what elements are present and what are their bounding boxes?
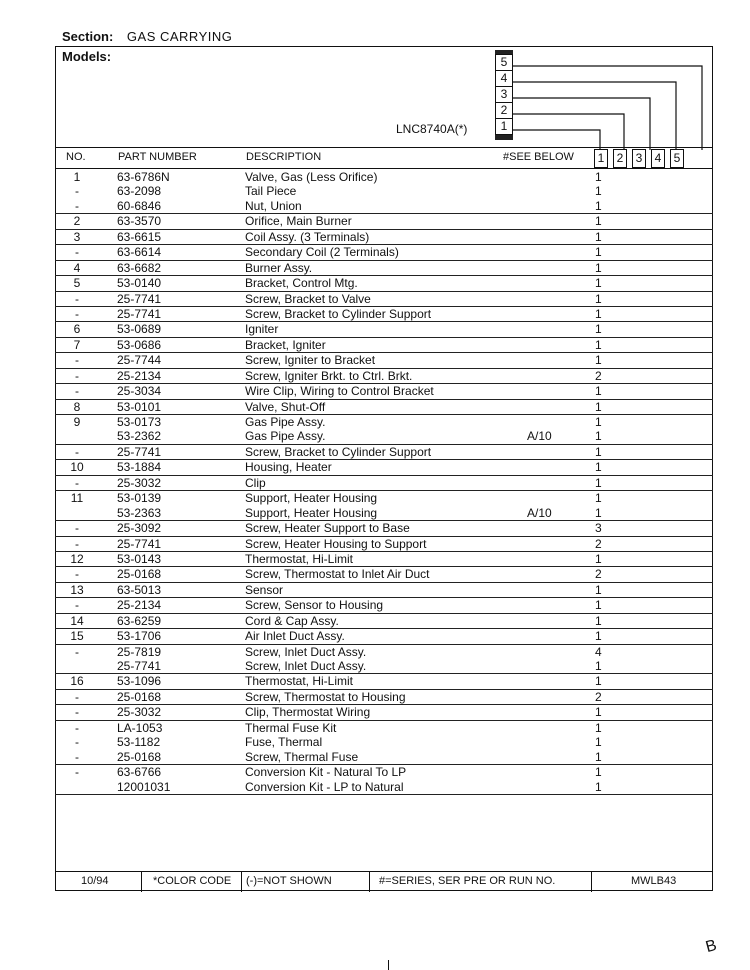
row-part-number: 25-0168 bbox=[117, 567, 162, 582]
row-description: Screw, Inlet Duct Assy. bbox=[245, 659, 367, 673]
models-label: Models: bbox=[62, 49, 112, 64]
row-qty: 1 bbox=[595, 551, 602, 566]
row-qty: 1 bbox=[595, 170, 602, 184]
row-no: 4 bbox=[73, 260, 81, 275]
leader-line-2 bbox=[513, 114, 624, 150]
table-row bbox=[55, 614, 713, 629]
footer-divider bbox=[591, 872, 592, 892]
table-row bbox=[55, 476, 713, 491]
table-row bbox=[55, 170, 713, 184]
row-qty: 2 bbox=[595, 536, 602, 551]
row-no: - bbox=[75, 644, 79, 659]
row-no: - bbox=[75, 245, 79, 260]
row-description: Thermal Fuse Kit bbox=[245, 720, 337, 735]
row-qty: 1 bbox=[595, 720, 602, 735]
row-no: - bbox=[75, 689, 79, 704]
row-part-number: 25-3032 bbox=[117, 705, 162, 720]
section-label: Section: bbox=[62, 29, 114, 44]
row-qty: 1 bbox=[595, 198, 602, 213]
table-row bbox=[55, 245, 713, 260]
header-part-number: PART NUMBER bbox=[118, 151, 197, 163]
bottom-tick bbox=[388, 960, 389, 970]
row-qty: 1 bbox=[595, 384, 602, 399]
row-no: - bbox=[75, 598, 79, 613]
series-box: 1 bbox=[495, 118, 513, 135]
row-description: Burner Assy. bbox=[245, 260, 313, 275]
table-row bbox=[55, 735, 713, 749]
table-row bbox=[55, 338, 713, 353]
table-row bbox=[55, 353, 713, 368]
table-row bbox=[55, 429, 713, 444]
row-qty: 1 bbox=[595, 598, 602, 613]
row-qty: 1 bbox=[595, 749, 602, 764]
row-part-number: 63-6259 bbox=[117, 613, 162, 628]
row-no: - bbox=[75, 475, 79, 490]
table-row bbox=[55, 674, 713, 689]
header-bottom-rule bbox=[55, 168, 713, 169]
row-qty: 1 bbox=[595, 735, 602, 750]
series-col-header: 3 bbox=[632, 149, 646, 168]
row-part-number: 53-2362 bbox=[117, 429, 162, 444]
header-description: DESCRIPTION bbox=[246, 151, 322, 163]
table-row bbox=[55, 307, 713, 322]
row-qty: 1 bbox=[595, 629, 602, 644]
table-row bbox=[55, 583, 713, 598]
series-col-header: 4 bbox=[651, 149, 665, 168]
parts-table bbox=[55, 170, 713, 795]
row-no: - bbox=[75, 749, 79, 764]
row-description: Screw, Thermal Fuse bbox=[245, 749, 359, 764]
row-no: 13 bbox=[70, 582, 84, 597]
row-description: Cord & Cap Assy. bbox=[245, 613, 339, 628]
row-description: Clip, Thermostat Wiring bbox=[245, 705, 371, 720]
row-qty: 1 bbox=[595, 460, 602, 475]
table-row bbox=[55, 491, 713, 505]
row-series: A/10 bbox=[527, 505, 552, 520]
row-qty: 3 bbox=[595, 521, 602, 536]
row-description: Screw, Heater Support to Base bbox=[245, 521, 410, 536]
row-part-number: 63-6682 bbox=[117, 260, 162, 275]
row-description: Screw, Bracket to Cylinder Support bbox=[245, 306, 432, 321]
row-part-number: 25-3034 bbox=[117, 384, 162, 399]
row-no: 2 bbox=[73, 214, 81, 229]
row-part-number: 63-6786N bbox=[117, 170, 170, 184]
row-no: 12 bbox=[70, 551, 84, 566]
row-no: - bbox=[75, 353, 79, 368]
row-no: - bbox=[75, 536, 79, 551]
table-row bbox=[55, 721, 713, 735]
footer-doc-code: MWLB43 bbox=[631, 875, 677, 887]
leader-line-5 bbox=[513, 66, 702, 150]
row-part-number: 53-0101 bbox=[117, 399, 162, 414]
row-no: 11 bbox=[70, 491, 84, 506]
row-description: Thermostat, Hi-Limit bbox=[245, 551, 354, 566]
series-col-header: 1 bbox=[594, 149, 608, 168]
row-part-number: 25-0168 bbox=[117, 689, 162, 704]
row-no: 16 bbox=[70, 674, 84, 689]
row-description: Screw, Inlet Duct Assy. bbox=[245, 644, 367, 659]
row-part-number: 53-0686 bbox=[117, 337, 162, 352]
table-row bbox=[55, 415, 713, 429]
row-no: - bbox=[75, 184, 79, 199]
series-box: 5 bbox=[495, 54, 513, 71]
row-qty: 1 bbox=[595, 399, 602, 414]
table-row bbox=[55, 552, 713, 567]
table-row bbox=[55, 690, 713, 705]
row-no: - bbox=[75, 384, 79, 399]
row-qty: 1 bbox=[595, 705, 602, 720]
row-qty: 1 bbox=[595, 245, 602, 260]
row-description: Support, Heater Housing bbox=[245, 491, 378, 506]
row-description: Screw, Thermostat to Housing bbox=[245, 689, 406, 704]
row-part-number: 12001031 bbox=[117, 779, 171, 794]
row-qty: 1 bbox=[595, 613, 602, 628]
series-box: 4 bbox=[495, 70, 513, 87]
row-description: Coil Assy. (3 Terminals) bbox=[245, 229, 370, 244]
table-row bbox=[55, 322, 713, 337]
table-row bbox=[55, 629, 713, 644]
row-qty: 1 bbox=[595, 260, 602, 275]
row-description: Nut, Union bbox=[245, 198, 302, 213]
row-no: - bbox=[75, 291, 79, 306]
table-row bbox=[55, 400, 713, 415]
row-description: Support, Heater Housing bbox=[245, 505, 378, 520]
row-description: Bracket, Igniter bbox=[245, 337, 326, 352]
row-no: 8 bbox=[73, 399, 81, 414]
row-description: Valve, Shut-Off bbox=[245, 399, 326, 414]
row-description: Secondary Coil (2 Terminals) bbox=[245, 245, 399, 260]
table-row bbox=[55, 659, 713, 674]
table-row bbox=[55, 261, 713, 276]
row-qty: 1 bbox=[595, 353, 602, 368]
row-qty: 1 bbox=[595, 475, 602, 490]
footer-divider bbox=[369, 872, 370, 892]
row-no: 9 bbox=[73, 415, 81, 429]
row-part-number: 53-2363 bbox=[117, 505, 162, 520]
row-description: Fuse, Thermal bbox=[245, 735, 323, 750]
row-qty: 1 bbox=[595, 415, 602, 429]
row-qty: 1 bbox=[595, 674, 602, 689]
table-row bbox=[55, 567, 713, 582]
footer-color-code: *COLOR CODE bbox=[153, 875, 232, 887]
row-no: - bbox=[75, 444, 79, 459]
table-row bbox=[55, 445, 713, 460]
row-part-number: 53-1096 bbox=[117, 674, 162, 689]
row-no: 6 bbox=[73, 322, 81, 337]
table-row bbox=[55, 537, 713, 552]
row-description: Gas Pipe Assy. bbox=[245, 429, 326, 444]
row-qty: 2 bbox=[595, 689, 602, 704]
row-part-number: 63-5013 bbox=[117, 582, 162, 597]
row-part-number: 53-0139 bbox=[117, 491, 162, 506]
row-no: 15 bbox=[70, 629, 84, 644]
row-qty: 1 bbox=[595, 337, 602, 352]
row-qty: 1 bbox=[595, 582, 602, 597]
table-row bbox=[55, 598, 713, 613]
footer-divider bbox=[241, 872, 242, 892]
series-column-headers bbox=[594, 149, 689, 168]
row-part-number: 25-7741 bbox=[117, 306, 162, 321]
row-description: Screw, Sensor to Housing bbox=[245, 598, 384, 613]
row-description: Wire Clip, Wiring to Control Bracket bbox=[245, 384, 434, 399]
row-no: 5 bbox=[73, 276, 81, 291]
row-description: Tail Piece bbox=[245, 184, 297, 199]
table-row bbox=[55, 506, 713, 521]
row-no: - bbox=[75, 521, 79, 536]
series-col-header: 2 bbox=[613, 149, 627, 168]
row-part-number: 63-2098 bbox=[117, 184, 162, 199]
table-row bbox=[55, 780, 713, 795]
row-no: 3 bbox=[73, 229, 81, 244]
row-part-number: LA-1053 bbox=[117, 720, 163, 735]
row-part-number: 25-7741 bbox=[117, 659, 162, 673]
row-description: Housing, Heater bbox=[245, 460, 332, 475]
table-row bbox=[55, 460, 713, 475]
row-description: Screw, Heater Housing to Support bbox=[245, 536, 427, 551]
row-part-number: 53-1706 bbox=[117, 629, 162, 644]
series-box: 2 bbox=[495, 102, 513, 119]
row-qty: 2 bbox=[595, 567, 602, 582]
leader-line-4 bbox=[513, 82, 676, 150]
row-qty: 1 bbox=[595, 291, 602, 306]
row-no: 7 bbox=[73, 337, 81, 352]
row-qty: 1 bbox=[595, 765, 602, 780]
row-description: Screw, Bracket to Cylinder Support bbox=[245, 444, 432, 459]
row-qty: 4 bbox=[595, 644, 602, 659]
header-top-rule bbox=[55, 147, 713, 148]
row-qty: 1 bbox=[595, 429, 602, 444]
row-part-number: 25-3092 bbox=[117, 521, 162, 536]
footer-divider bbox=[141, 872, 142, 892]
row-part-number: 25-2134 bbox=[117, 368, 162, 383]
row-description: Sensor bbox=[245, 582, 284, 597]
row-description: Air Inlet Duct Assy. bbox=[245, 629, 345, 644]
section-value: GAS CARRYING bbox=[126, 29, 233, 44]
row-part-number: 53-0143 bbox=[117, 551, 162, 566]
row-no: - bbox=[75, 735, 79, 750]
row-no: 1 bbox=[73, 170, 81, 184]
row-description: Conversion Kit - LP to Natural bbox=[245, 779, 404, 794]
series-box: 3 bbox=[495, 86, 513, 103]
table-row bbox=[55, 750, 713, 765]
table-row bbox=[55, 645, 713, 659]
table-row bbox=[55, 369, 713, 384]
row-description: Screw, Bracket to Valve bbox=[245, 291, 371, 306]
row-no: - bbox=[75, 368, 79, 383]
header-see-below: #SEE BELOW bbox=[503, 151, 574, 163]
row-description: Bracket, Control Mtg. bbox=[245, 276, 358, 291]
row-part-number: 63-3570 bbox=[117, 214, 162, 229]
table-row bbox=[55, 384, 713, 399]
row-no: - bbox=[75, 306, 79, 321]
row-part-number: 25-7819 bbox=[117, 644, 162, 659]
row-part-number: 53-1182 bbox=[117, 735, 161, 750]
row-qty: 1 bbox=[595, 779, 602, 794]
footer-date: 10/94 bbox=[81, 875, 109, 887]
row-description: Conversion Kit - Natural To LP bbox=[245, 765, 407, 780]
table-row bbox=[55, 521, 713, 536]
row-part-number: 25-7741 bbox=[117, 444, 162, 459]
row-part-number: 63-6766 bbox=[117, 765, 162, 780]
row-no: 14 bbox=[70, 613, 84, 628]
row-qty: 2 bbox=[595, 368, 602, 383]
row-no: - bbox=[75, 720, 79, 735]
footer-not-shown: (-)=NOT SHOWN bbox=[246, 875, 332, 887]
margin-mark: B bbox=[703, 936, 719, 957]
header-no: NO. bbox=[66, 151, 86, 163]
row-description: Igniter bbox=[245, 322, 279, 337]
row-part-number: 63-6615 bbox=[117, 229, 162, 244]
table-row bbox=[55, 276, 713, 291]
row-description: Clip bbox=[245, 475, 266, 490]
row-description: Orifice, Main Burner bbox=[245, 214, 352, 229]
table-row bbox=[55, 765, 713, 779]
footer-series: #=SERIES, SER PRE OR RUN NO. bbox=[379, 875, 556, 887]
row-part-number: 25-7741 bbox=[117, 291, 162, 306]
row-part-number: 25-7741 bbox=[117, 536, 162, 551]
row-qty: 1 bbox=[595, 229, 602, 244]
row-description: Screw, Igniter to Bracket bbox=[245, 353, 376, 368]
row-qty: 1 bbox=[595, 306, 602, 321]
row-part-number: 63-6614 bbox=[117, 245, 162, 260]
row-part-number: 25-2134 bbox=[117, 598, 162, 613]
row-part-number: 53-1884 bbox=[117, 460, 162, 475]
table-row bbox=[55, 705, 713, 720]
row-part-number: 25-3032 bbox=[117, 475, 162, 490]
row-part-number: 53-0140 bbox=[117, 276, 162, 291]
row-description: Valve, Gas (Less Orifice) bbox=[245, 170, 378, 184]
row-part-number: 25-0168 bbox=[117, 749, 162, 764]
model-name: LNC8740A(*) bbox=[396, 122, 468, 136]
row-qty: 1 bbox=[595, 322, 602, 337]
row-qty: 1 bbox=[595, 491, 602, 506]
row-no: - bbox=[75, 567, 79, 582]
row-description: Screw, Igniter Brkt. to Ctrl. Brkt. bbox=[245, 368, 413, 383]
row-no: - bbox=[75, 705, 79, 720]
series-col-header: 5 bbox=[670, 149, 684, 168]
row-part-number: 25-7744 bbox=[117, 353, 162, 368]
row-description: Thermostat, Hi-Limit bbox=[245, 674, 354, 689]
leader-line-3 bbox=[513, 98, 650, 150]
row-qty: 1 bbox=[595, 659, 602, 673]
row-qty: 1 bbox=[595, 276, 602, 291]
row-no: - bbox=[75, 765, 79, 780]
row-part-number: 60-6846 bbox=[117, 198, 162, 213]
row-qty: 1 bbox=[595, 505, 602, 520]
table-row bbox=[55, 292, 713, 307]
row-description: Screw, Thermostat to Inlet Air Duct bbox=[245, 567, 430, 582]
row-no: 10 bbox=[70, 460, 84, 475]
table-row bbox=[55, 230, 713, 245]
table-row bbox=[55, 214, 713, 229]
row-qty: 1 bbox=[595, 444, 602, 459]
table-row bbox=[55, 199, 713, 214]
footer bbox=[55, 871, 713, 892]
row-qty: 1 bbox=[595, 184, 602, 199]
row-no: - bbox=[75, 198, 79, 213]
row-series: A/10 bbox=[527, 429, 552, 444]
series-leader-lines bbox=[0, 0, 750, 160]
row-part-number: 53-0173 bbox=[117, 415, 162, 429]
row-part-number: 53-0689 bbox=[117, 322, 162, 337]
row-qty: 1 bbox=[595, 214, 602, 229]
table-row bbox=[55, 184, 713, 198]
row-description: Gas Pipe Assy. bbox=[245, 415, 326, 429]
